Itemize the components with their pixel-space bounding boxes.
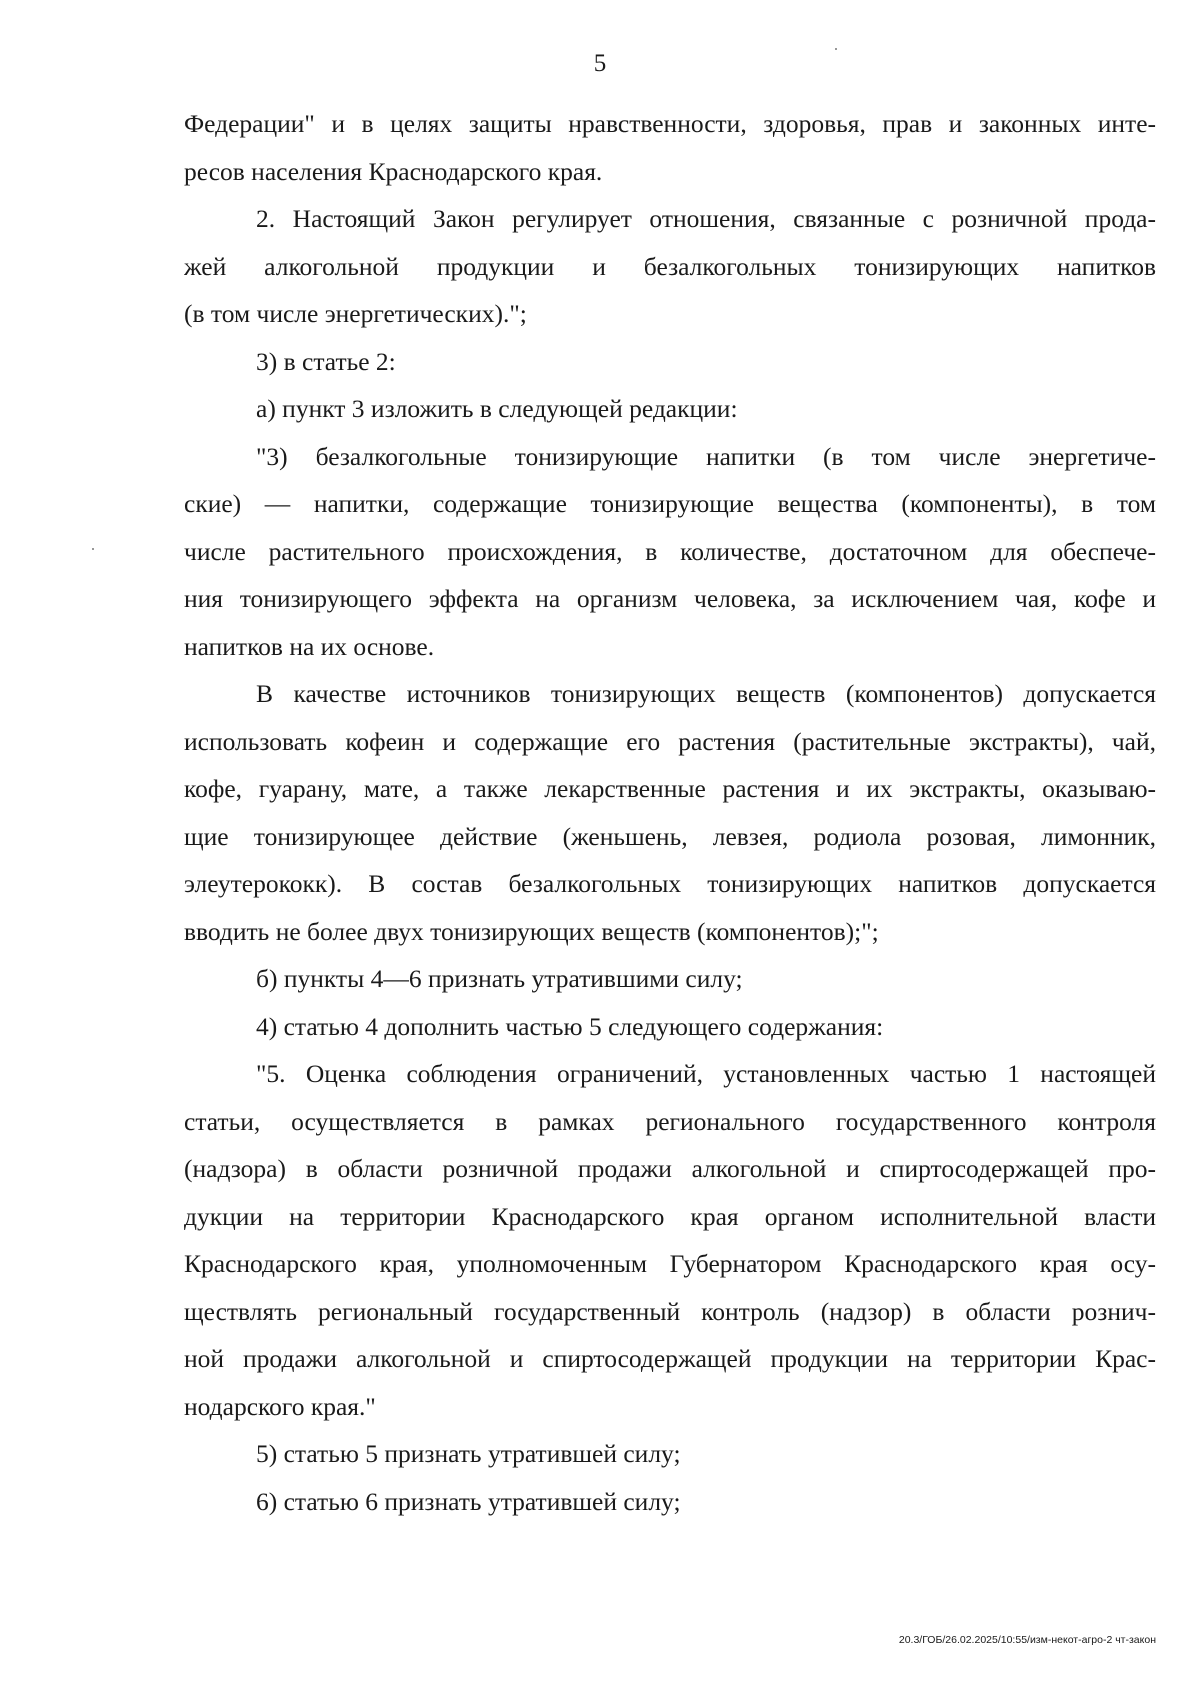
text-line: 3) в статье 2: xyxy=(256,346,396,376)
document-body xyxy=(184,100,1156,1525)
text-line: б) пункты 4—6 признать утратившими силу; xyxy=(256,964,743,993)
text-line: вводить не более двух тонизирующих веществ (компонентов);"; xyxy=(184,916,879,946)
text-line: ские) — напитки, содержащие тонизирующие вещества (компоненты), в том xyxy=(184,489,1156,518)
text-line: ния тонизирующего эффекта на организм человека, за исключением чая, кофе и xyxy=(184,584,1156,613)
text-line: ной продажи алкогольной и спиртосодержащей продукции на территории Крас- xyxy=(184,1344,1156,1373)
text-line: ществлять региональный государственный контроль (надзор) в области рознич- xyxy=(184,1296,1156,1326)
text-line: 5) статью 5 признать утратившей силу; xyxy=(256,1439,681,1468)
text-line: (надзора) в области розничной продажи алкогольной и спиртосодержащей про- xyxy=(184,1154,1156,1183)
scan-speck xyxy=(92,548,94,550)
text-line: а) пункт 3 изложить в следующей редакции: xyxy=(256,394,738,423)
text-line: ресов населения Краснодарского края. xyxy=(184,156,603,186)
text-line: статьи, осуществляется в рамках регионального государственного контроля xyxy=(184,1106,1156,1136)
text-line: использовать кофеин и содержащие его растения (растительные экстракты), чай, xyxy=(184,726,1156,756)
document-footer: 20.3/ГОБ/26.02.2025/10:55/изм-некот-агро-2 чт-закон xyxy=(898,1634,1156,1646)
text-line: "5. Оценка соблюдения ограничений, установленных частью 1 настоящей xyxy=(256,1059,1156,1088)
text-line: нодарского края." xyxy=(184,1391,376,1421)
text-line: кофе, гуарану, мате, а также лекарственные растения и их экстракты, оказываю- xyxy=(184,774,1156,803)
text-line: 6) статью 6 признать утратившей силу; xyxy=(256,1486,681,1516)
text-line: 4) статью 4 дополнить частью 5 следующего содержания: xyxy=(256,1011,884,1041)
text-line: Краснодарского края, уполномоченным Губернатором Краснодарского края осу- xyxy=(184,1249,1156,1278)
text-line: жей алкогольной продукции и безалкогольных тонизирующих напитков xyxy=(184,251,1156,281)
text-line: числе растительного происхождения, в количестве, достаточном для обеспече- xyxy=(184,536,1156,566)
page-number: 5 xyxy=(593,50,607,77)
text-line: (в том числе энергетических)."; xyxy=(184,299,527,328)
text-line: элеутерококк). В состав безалкогольных тонизирующих напитков допускается xyxy=(184,869,1156,898)
text-line: Федерации" и в целях защиты нравственности, здоровья, прав и законных инте- xyxy=(184,109,1156,138)
text-line: 2. Настоящий Закон регулирует отношения, связанные с розничной прода- xyxy=(256,204,1156,233)
scan-speck xyxy=(835,48,837,50)
text-line: щие тонизирующее действие (женьшень, левзея, родиола розовая, лимонник, xyxy=(184,821,1156,851)
text-line: дукции на территории Краснодарского края органом исполнительной власти xyxy=(184,1201,1156,1231)
text-line: В качестве источников тонизирующих веществ (компонентов) допускается xyxy=(256,679,1156,708)
text-line: напитков на их основе. xyxy=(184,631,435,661)
text-line: "3) безалкогольные тонизирующие напитки (в том числе энергетиче- xyxy=(256,441,1156,471)
